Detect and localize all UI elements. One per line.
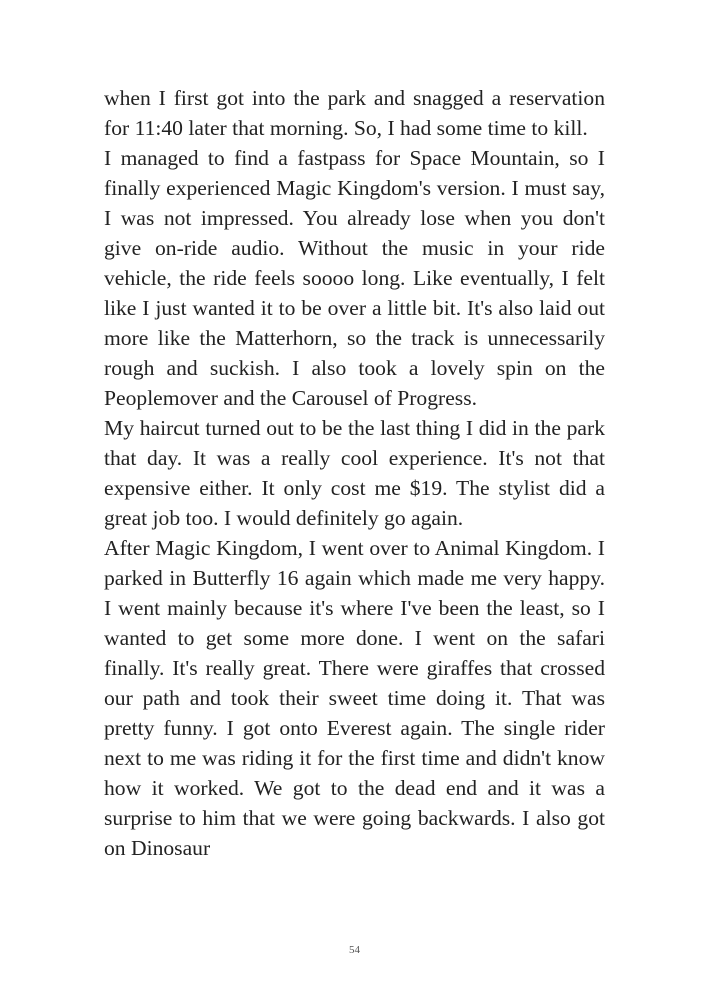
paragraph-3: My haircut turned out to be the last thing I did in the park that day. It was a really cool experience. It's not that expensive either. It only cost me $19. The stylist did a great job too. I would definitely go again. xyxy=(104,416,605,530)
paragraph-2: I managed to find a fastpass for Space Mountain, so I finally experienced Magic Kingdom's version. I must say, I was not impressed. You already lose when you don't give on-ride audio. Without the music in your ride vehicle, the ride feels soooo long. Like eventually, I felt like I just wanted it to be over a little bit. It's also laid out more like the Matterhorn, so the track is unnecessarily rough and suckish. I also took a lovely spin on the Peoplemover and the Carousel of Progress. xyxy=(104,146,605,410)
page-number: 54 xyxy=(349,944,360,956)
body-text xyxy=(104,83,605,863)
paragraph-4: After Magic Kingdom, I went over to Animal Kingdom. I parked in Butterfly 16 again which made me very happy. I went mainly because it's where I've been the least, so I wanted to get some more done. I went on the safari finally. It's really great. There were giraffes that crossed our path and took their sweet time doing it. That was pretty funny. I got onto Everest again. The single rider next to me was riding it for the first time and didn't know how it worked. We got to the dead end and it was a surprise to him that we were going backwards. I also got on Dinosaur xyxy=(104,536,605,860)
paragraph-1: when I first got into the park and snagged a reservation for 11:40 later that morning. So, I had some time to kill. xyxy=(104,86,605,140)
